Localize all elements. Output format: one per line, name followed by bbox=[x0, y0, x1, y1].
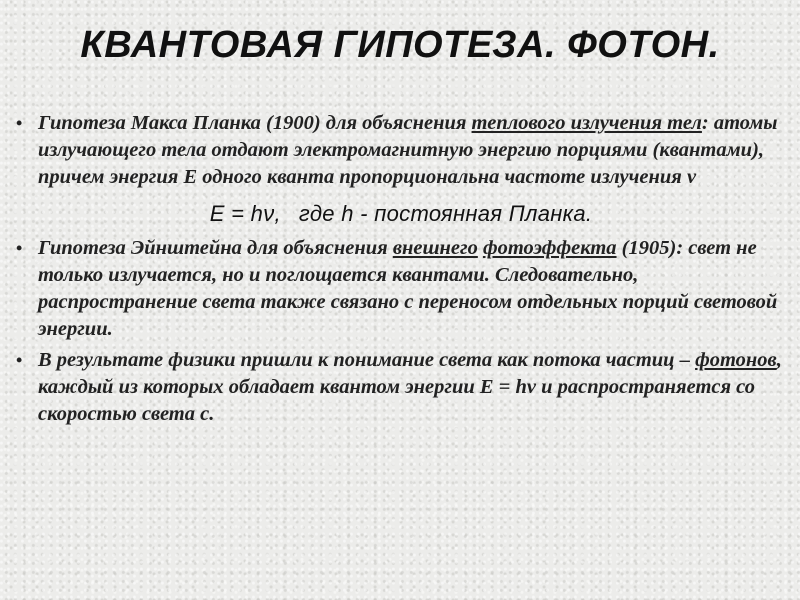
planck-text-start: Гипотеза Макса Планка (1900) для объяснения bbox=[38, 112, 472, 134]
bullet-einstein bbox=[12, 235, 790, 343]
planck-formula bbox=[12, 197, 790, 231]
bullet-planck bbox=[12, 110, 790, 191]
thermal-radiation-link[interactable]: теплового излучения тел bbox=[471, 112, 702, 134]
photons-text-start: В результате физики пришли к понимание света как потока частиц – bbox=[38, 349, 696, 371]
bullet-photons bbox=[12, 347, 790, 428]
einstein-text-end: (1905): свет не только излучается, но и поглощается квантами. Следовательно, распространение света также связано с переносом отдельных порций световой энергии. bbox=[38, 237, 778, 340]
slide-title: КВАНТОВАЯ ГИПОТЕЗА. ФОТОН. bbox=[80, 24, 720, 66]
slide-content bbox=[12, 110, 790, 428]
photons-text-end: , каждый из которых обладает квантом энергии Е = hν и распространяется со скоростью света с. bbox=[38, 349, 782, 425]
planck-text-end: : атомы излучающего тела отдают электромагнитную энергию порциями (квантами), причем энергия Е одного кванта пропорциональна частоте излучения ν bbox=[38, 112, 778, 188]
bullet-dot-icon: • bbox=[16, 350, 23, 370]
photons-link[interactable]: фотонов bbox=[695, 349, 777, 371]
bullet-dot-icon: • bbox=[16, 238, 23, 258]
external-link[interactable]: внешнего bbox=[392, 237, 478, 259]
formula-note: где h - постоянная Планка. bbox=[298, 201, 593, 226]
bullet-dot-icon: • bbox=[16, 113, 23, 133]
einstein-text-start: Гипотеза Эйнштейна для объяснения bbox=[38, 237, 393, 259]
photoeffect-link[interactable]: фотоэффекта bbox=[482, 237, 617, 259]
formula-equation: Е = hν, bbox=[209, 201, 281, 226]
